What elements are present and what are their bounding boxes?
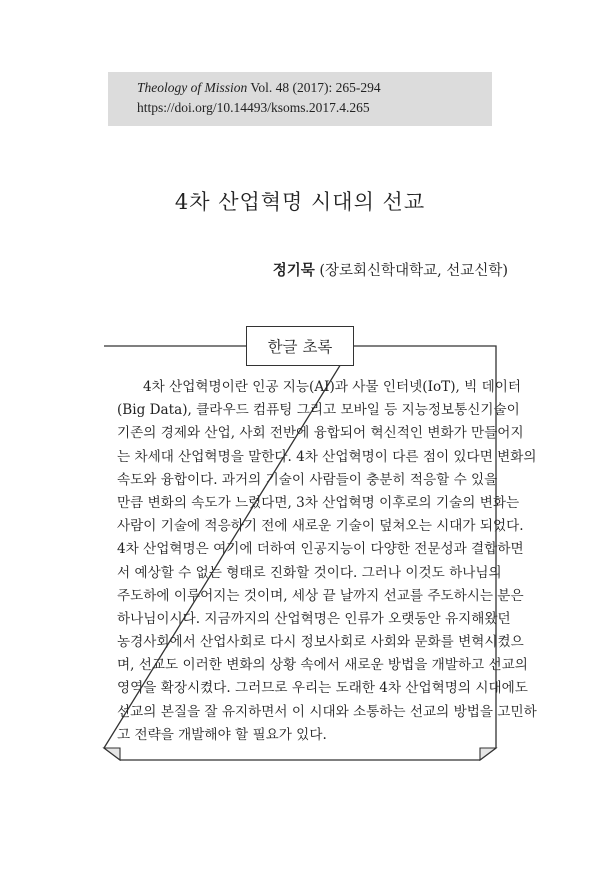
author-name: 정기묵 (272, 262, 315, 279)
journal-name: Theology of Mission (137, 80, 248, 95)
abstract-line: 사람이 기술에 적응하기 전에 새로운 기술이 덮쳐오는 시대가 되었다. (117, 518, 524, 535)
abstract-line: 기존의 경제와 산업, 사회 전반에 융합되어 혁신적인 변화가 만들어지 (117, 425, 524, 442)
author-line (273, 259, 508, 280)
volume-info: Vol. 48 (2017): 265-294 (250, 80, 381, 95)
doi-link[interactable]: https://doi.org/10.14493/ksoms.2017.4.265 (137, 100, 370, 115)
abstract-body (117, 376, 537, 747)
abstract-line: 며, 선교도 이러한 변화의 상황 속에서 새로운 방법을 개발하고 선교의 (117, 657, 528, 674)
abstract-line: 는 차세대 산업혁명을 말한다. 4차 산업혁명이 다른 점이 있다면 변화의 (117, 448, 537, 465)
abstract-line: 하나님이시다. 지금까지의 산업혁명은 인류가 오랫동안 유지해왔던 (117, 610, 511, 627)
abstract-line: 4차 산업혁명은 여기에 더하여 인공지능이 다양한 전문성과 결합하면 (117, 541, 524, 558)
abstract-line: 선교의 본질을 잘 유지하면서 이 시대와 소통하는 선교의 방법을 고민하 (117, 703, 537, 720)
abstract-line: 농경사회에서 산업사회로 다시 정보사회로 사회와 문화를 변혁시켰으 (117, 634, 524, 651)
author-affiliation: (장로회신학대학교, 선교신학) (319, 263, 508, 279)
abstract-line: 고 전략을 개발해야 할 필요가 있다. (117, 726, 327, 743)
abstract-line: (Big Data), 클라우드 컴퓨팅 그리고 모바일 등 지능정보통신기술이 (117, 402, 520, 419)
abstract-line: 서 예상할 수 없는 형태로 진화할 것이다. 그러나 이것도 하나님의 (117, 564, 502, 581)
abstract-line: 4차 산업혁명이란 인공 지능(AI)과 사물 인터넷(IoT), 빅 데이터 (143, 379, 521, 395)
abstract-line: 만큼 변화의 속도가 느렸다면, 3차 산업혁명 이후로의 기술의 변화는 (117, 494, 520, 511)
abstract-line: 영역을 확장시켰다. 그러므로 우리는 도래한 4차 산업혁명의 시대에도 (117, 680, 528, 697)
abstract-line: 주도하에 이루어지는 것이며, 세상 끝 날까지 선교를 주도하시는 분은 (117, 587, 524, 604)
abstract-label: 한글 초록 (246, 326, 354, 366)
paper-title: 4차 산업혁명 시대의 선교 (174, 190, 426, 214)
journal-citation (137, 80, 381, 96)
abstract-line: 속도와 융합이다. 과거의 기술이 사람들이 충분히 적응할 수 있을 (117, 471, 498, 488)
